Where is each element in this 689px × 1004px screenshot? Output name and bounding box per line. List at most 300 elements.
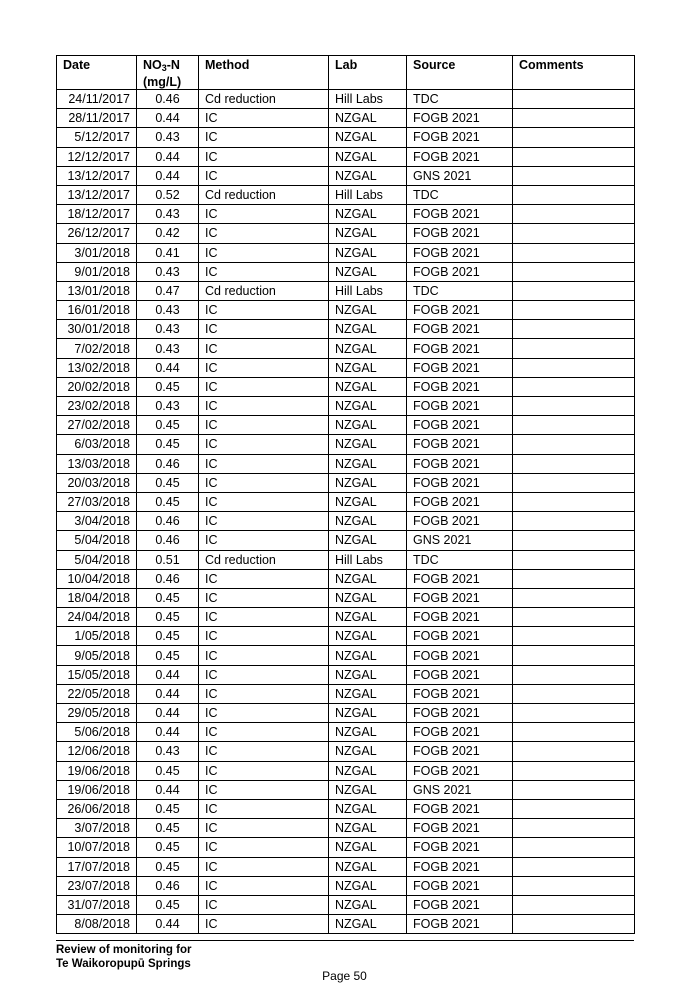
lab-cell: NZGAL	[329, 838, 407, 857]
no3n-cell: 0.45	[137, 799, 199, 818]
footer-report-title	[56, 943, 191, 971]
source-cell: FOGB 2021	[407, 109, 513, 128]
method-cell: IC	[199, 301, 329, 320]
table-row	[57, 224, 635, 243]
comments-cell	[513, 397, 635, 416]
no3n-cell: 0.45	[137, 761, 199, 780]
header-comments: Comments	[513, 56, 635, 90]
no3n-cell: 0.45	[137, 627, 199, 646]
table-row	[57, 742, 635, 761]
date-cell: 17/07/2018	[57, 857, 137, 876]
date-cell: 1/05/2018	[57, 627, 137, 646]
method-cell: IC	[199, 838, 329, 857]
comments-cell	[513, 819, 635, 838]
comments-cell	[513, 416, 635, 435]
table-row	[57, 435, 635, 454]
table-row	[57, 416, 635, 435]
comments-cell	[513, 838, 635, 857]
date-cell: 20/03/2018	[57, 473, 137, 492]
method-cell: IC	[199, 224, 329, 243]
comments-cell	[513, 761, 635, 780]
method-cell: IC	[199, 895, 329, 914]
table-row	[57, 281, 635, 300]
source-cell: FOGB 2021	[407, 320, 513, 339]
date-cell: 26/06/2018	[57, 799, 137, 818]
date-cell: 3/01/2018	[57, 243, 137, 262]
source-cell: FOGB 2021	[407, 512, 513, 531]
table-row	[57, 799, 635, 818]
table-row	[57, 243, 635, 262]
table-row	[57, 876, 635, 895]
method-cell: IC	[199, 128, 329, 147]
table-row	[57, 339, 635, 358]
header-no3n-subscript: 3	[161, 63, 167, 73]
no3n-cell: 0.43	[137, 205, 199, 224]
date-cell: 9/05/2018	[57, 646, 137, 665]
lab-cell: NZGAL	[329, 531, 407, 550]
source-cell: FOGB 2021	[407, 377, 513, 396]
no3n-cell: 0.45	[137, 895, 199, 914]
source-cell: GNS 2021	[407, 531, 513, 550]
no3n-cell: 0.52	[137, 185, 199, 204]
lab-cell: NZGAL	[329, 473, 407, 492]
no3n-cell: 0.46	[137, 531, 199, 550]
comments-cell	[513, 531, 635, 550]
method-cell: IC	[199, 857, 329, 876]
source-cell: FOGB 2021	[407, 895, 513, 914]
lab-cell: NZGAL	[329, 588, 407, 607]
date-cell: 23/02/2018	[57, 397, 137, 416]
no3n-cell: 0.45	[137, 646, 199, 665]
source-cell: FOGB 2021	[407, 742, 513, 761]
date-cell: 12/12/2017	[57, 147, 137, 166]
date-cell: 27/03/2018	[57, 492, 137, 511]
date-cell: 3/07/2018	[57, 819, 137, 838]
lab-cell: NZGAL	[329, 895, 407, 914]
source-cell: FOGB 2021	[407, 915, 513, 934]
comments-cell	[513, 512, 635, 531]
table-row	[57, 569, 635, 588]
table-row	[57, 492, 635, 511]
no3n-cell: 0.45	[137, 416, 199, 435]
no3n-cell: 0.45	[137, 838, 199, 857]
table-row	[57, 627, 635, 646]
no3n-cell: 0.45	[137, 588, 199, 607]
date-cell: 19/06/2018	[57, 761, 137, 780]
method-cell: Cd reduction	[199, 281, 329, 300]
table-row	[57, 915, 635, 934]
lab-cell: NZGAL	[329, 915, 407, 934]
lab-cell: NZGAL	[329, 627, 407, 646]
no3n-cell: 0.45	[137, 377, 199, 396]
method-cell: IC	[199, 339, 329, 358]
comments-cell	[513, 704, 635, 723]
date-cell: 13/12/2017	[57, 185, 137, 204]
date-cell: 24/04/2018	[57, 608, 137, 627]
comments-cell	[513, 723, 635, 742]
comments-cell	[513, 857, 635, 876]
table-row	[57, 320, 635, 339]
comments-cell	[513, 895, 635, 914]
date-cell: 27/02/2018	[57, 416, 137, 435]
method-cell: IC	[199, 320, 329, 339]
source-cell: FOGB 2021	[407, 454, 513, 473]
lab-cell: Hill Labs	[329, 281, 407, 300]
table-row	[57, 588, 635, 607]
source-cell: TDC	[407, 550, 513, 569]
date-cell: 5/06/2018	[57, 723, 137, 742]
method-cell: IC	[199, 723, 329, 742]
method-cell: IC	[199, 435, 329, 454]
table-row	[57, 780, 635, 799]
lab-cell: Hill Labs	[329, 90, 407, 109]
source-cell: GNS 2021	[407, 780, 513, 799]
table-row	[57, 723, 635, 742]
method-cell: IC	[199, 780, 329, 799]
source-cell: FOGB 2021	[407, 723, 513, 742]
source-cell: FOGB 2021	[407, 838, 513, 857]
lab-cell: NZGAL	[329, 665, 407, 684]
comments-cell	[513, 320, 635, 339]
source-cell: FOGB 2021	[407, 243, 513, 262]
no3n-cell: 0.44	[137, 166, 199, 185]
comments-cell	[513, 109, 635, 128]
source-cell: FOGB 2021	[407, 761, 513, 780]
source-cell: TDC	[407, 281, 513, 300]
footer-title-line-1: Review of monitoring for	[56, 944, 192, 956]
source-cell: FOGB 2021	[407, 339, 513, 358]
comments-cell	[513, 550, 635, 569]
no3n-cell: 0.46	[137, 569, 199, 588]
comments-cell	[513, 224, 635, 243]
lab-cell: NZGAL	[329, 857, 407, 876]
table-row	[57, 262, 635, 281]
lab-cell: NZGAL	[329, 761, 407, 780]
table-row	[57, 205, 635, 224]
nitrate-data-table	[56, 55, 635, 934]
comments-cell	[513, 185, 635, 204]
table-row	[57, 454, 635, 473]
lab-cell: NZGAL	[329, 358, 407, 377]
method-cell: Cd reduction	[199, 185, 329, 204]
source-cell: FOGB 2021	[407, 569, 513, 588]
date-cell: 13/12/2017	[57, 166, 137, 185]
lab-cell: Hill Labs	[329, 185, 407, 204]
method-cell: IC	[199, 608, 329, 627]
comments-cell	[513, 435, 635, 454]
date-cell: 30/01/2018	[57, 320, 137, 339]
table-row	[57, 166, 635, 185]
header-source: Source	[407, 56, 513, 90]
no3n-cell: 0.51	[137, 550, 199, 569]
table-row	[57, 684, 635, 703]
date-cell: 13/01/2018	[57, 281, 137, 300]
lab-cell: NZGAL	[329, 301, 407, 320]
comments-cell	[513, 627, 635, 646]
lab-cell: NZGAL	[329, 166, 407, 185]
comments-cell	[513, 799, 635, 818]
lab-cell: NZGAL	[329, 377, 407, 396]
comments-cell	[513, 665, 635, 684]
source-cell: FOGB 2021	[407, 435, 513, 454]
lab-cell: NZGAL	[329, 128, 407, 147]
lab-cell: NZGAL	[329, 492, 407, 511]
source-cell: FOGB 2021	[407, 397, 513, 416]
lab-cell: NZGAL	[329, 397, 407, 416]
date-cell: 10/04/2018	[57, 569, 137, 588]
lab-cell: NZGAL	[329, 147, 407, 166]
table-row	[57, 90, 635, 109]
no3n-cell: 0.44	[137, 684, 199, 703]
lab-cell: NZGAL	[329, 646, 407, 665]
comments-cell	[513, 684, 635, 703]
table-row	[57, 109, 635, 128]
header-date: Date	[57, 56, 137, 90]
method-cell: IC	[199, 397, 329, 416]
no3n-cell: 0.44	[137, 147, 199, 166]
no3n-cell: 0.42	[137, 224, 199, 243]
lab-cell: NZGAL	[329, 205, 407, 224]
comments-cell	[513, 147, 635, 166]
no3n-cell: 0.44	[137, 358, 199, 377]
date-cell: 18/04/2018	[57, 588, 137, 607]
lab-cell: NZGAL	[329, 819, 407, 838]
comments-cell	[513, 205, 635, 224]
source-cell: FOGB 2021	[407, 704, 513, 723]
date-cell: 16/01/2018	[57, 301, 137, 320]
table-row	[57, 301, 635, 320]
source-cell: FOGB 2021	[407, 799, 513, 818]
date-cell: 5/12/2017	[57, 128, 137, 147]
method-cell: IC	[199, 416, 329, 435]
lab-cell: NZGAL	[329, 723, 407, 742]
no3n-cell: 0.47	[137, 281, 199, 300]
date-cell: 23/07/2018	[57, 876, 137, 895]
source-cell: FOGB 2021	[407, 588, 513, 607]
comments-cell	[513, 358, 635, 377]
date-cell: 28/11/2017	[57, 109, 137, 128]
date-cell: 5/04/2018	[57, 550, 137, 569]
table-row	[57, 857, 635, 876]
comments-cell	[513, 876, 635, 895]
table-row	[57, 185, 635, 204]
table-row	[57, 358, 635, 377]
no3n-cell: 0.44	[137, 780, 199, 799]
lab-cell: NZGAL	[329, 339, 407, 358]
table-row	[57, 473, 635, 492]
method-cell: IC	[199, 358, 329, 377]
method-cell: IC	[199, 742, 329, 761]
date-cell: 3/04/2018	[57, 512, 137, 531]
table-row	[57, 608, 635, 627]
source-cell: FOGB 2021	[407, 627, 513, 646]
comments-cell	[513, 646, 635, 665]
lab-cell: Hill Labs	[329, 550, 407, 569]
source-cell: FOGB 2021	[407, 147, 513, 166]
date-cell: 12/06/2018	[57, 742, 137, 761]
header-no3n-suffix: -N	[166, 58, 180, 72]
lab-cell: NZGAL	[329, 224, 407, 243]
no3n-cell: 0.43	[137, 397, 199, 416]
comments-cell	[513, 742, 635, 761]
no3n-cell: 0.45	[137, 857, 199, 876]
date-cell: 10/07/2018	[57, 838, 137, 857]
no3n-cell: 0.43	[137, 128, 199, 147]
lab-cell: NZGAL	[329, 454, 407, 473]
lab-cell: NZGAL	[329, 320, 407, 339]
lab-cell: NZGAL	[329, 435, 407, 454]
source-cell: TDC	[407, 185, 513, 204]
method-cell: IC	[199, 377, 329, 396]
no3n-cell: 0.43	[137, 339, 199, 358]
comments-cell	[513, 454, 635, 473]
source-cell: FOGB 2021	[407, 473, 513, 492]
method-cell: IC	[199, 876, 329, 895]
header-no3n	[137, 56, 199, 90]
method-cell: IC	[199, 588, 329, 607]
no3n-cell: 0.46	[137, 454, 199, 473]
source-cell: FOGB 2021	[407, 684, 513, 703]
source-cell: FOGB 2021	[407, 205, 513, 224]
lab-cell: NZGAL	[329, 262, 407, 281]
no3n-cell: 0.43	[137, 742, 199, 761]
table-row	[57, 895, 635, 914]
lab-cell: NZGAL	[329, 243, 407, 262]
table-row	[57, 147, 635, 166]
date-cell: 29/05/2018	[57, 704, 137, 723]
source-cell: FOGB 2021	[407, 492, 513, 511]
no3n-cell: 0.45	[137, 819, 199, 838]
date-cell: 26/12/2017	[57, 224, 137, 243]
method-cell: IC	[199, 646, 329, 665]
date-cell: 31/07/2018	[57, 895, 137, 914]
source-cell: FOGB 2021	[407, 262, 513, 281]
method-cell: Cd reduction	[199, 550, 329, 569]
comments-cell	[513, 915, 635, 934]
date-cell: 5/04/2018	[57, 531, 137, 550]
lab-cell: NZGAL	[329, 742, 407, 761]
no3n-cell: 0.45	[137, 473, 199, 492]
comments-cell	[513, 588, 635, 607]
comments-cell	[513, 166, 635, 185]
comments-cell	[513, 473, 635, 492]
no3n-cell: 0.45	[137, 608, 199, 627]
table-row	[57, 397, 635, 416]
method-cell: IC	[199, 684, 329, 703]
method-cell: IC	[199, 205, 329, 224]
header-method: Method	[199, 56, 329, 90]
date-cell: 24/11/2017	[57, 90, 137, 109]
method-cell: IC	[199, 704, 329, 723]
lab-cell: NZGAL	[329, 569, 407, 588]
source-cell: GNS 2021	[407, 166, 513, 185]
comments-cell	[513, 780, 635, 799]
date-cell: 19/06/2018	[57, 780, 137, 799]
source-cell: FOGB 2021	[407, 358, 513, 377]
lab-cell: NZGAL	[329, 704, 407, 723]
header-no3n-main: NO	[143, 58, 162, 72]
method-cell: IC	[199, 531, 329, 550]
method-cell: IC	[199, 473, 329, 492]
no3n-cell: 0.43	[137, 262, 199, 281]
no3n-cell: 0.46	[137, 90, 199, 109]
comments-cell	[513, 339, 635, 358]
method-cell: IC	[199, 492, 329, 511]
table-row	[57, 665, 635, 684]
source-cell: FOGB 2021	[407, 608, 513, 627]
footer-divider	[56, 940, 634, 941]
table-header-row	[57, 56, 635, 90]
table-row	[57, 819, 635, 838]
table-row	[57, 646, 635, 665]
method-cell: IC	[199, 166, 329, 185]
date-cell: 15/05/2018	[57, 665, 137, 684]
table-body	[57, 90, 635, 934]
page-number: Page 50	[322, 969, 367, 983]
footer-title-line-2: Te Waikoropupū Springs	[56, 958, 191, 970]
date-cell: 20/02/2018	[57, 377, 137, 396]
date-cell: 7/02/2018	[57, 339, 137, 358]
source-cell: FOGB 2021	[407, 646, 513, 665]
no3n-cell: 0.44	[137, 704, 199, 723]
comments-cell	[513, 90, 635, 109]
method-cell: IC	[199, 262, 329, 281]
comments-cell	[513, 128, 635, 147]
source-cell: FOGB 2021	[407, 128, 513, 147]
date-cell: 9/01/2018	[57, 262, 137, 281]
no3n-cell: 0.46	[137, 512, 199, 531]
lab-cell: NZGAL	[329, 684, 407, 703]
no3n-cell: 0.45	[137, 492, 199, 511]
source-cell: FOGB 2021	[407, 819, 513, 838]
lab-cell: NZGAL	[329, 876, 407, 895]
method-cell: IC	[199, 243, 329, 262]
method-cell: IC	[199, 512, 329, 531]
no3n-cell: 0.44	[137, 109, 199, 128]
date-cell: 18/12/2017	[57, 205, 137, 224]
method-cell: Cd reduction	[199, 90, 329, 109]
lab-cell: NZGAL	[329, 512, 407, 531]
method-cell: IC	[199, 627, 329, 646]
source-cell: FOGB 2021	[407, 665, 513, 684]
method-cell: IC	[199, 147, 329, 166]
date-cell: 13/03/2018	[57, 454, 137, 473]
comments-cell	[513, 569, 635, 588]
source-cell: FOGB 2021	[407, 857, 513, 876]
table-row	[57, 512, 635, 531]
source-cell: FOGB 2021	[407, 224, 513, 243]
table-row	[57, 128, 635, 147]
table-row	[57, 761, 635, 780]
table-row	[57, 838, 635, 857]
comments-cell	[513, 243, 635, 262]
lab-cell: NZGAL	[329, 416, 407, 435]
table-row	[57, 704, 635, 723]
header-lab: Lab	[329, 56, 407, 90]
method-cell: IC	[199, 761, 329, 780]
comments-cell	[513, 301, 635, 320]
method-cell: IC	[199, 819, 329, 838]
table-row	[57, 531, 635, 550]
no3n-cell: 0.44	[137, 665, 199, 684]
no3n-cell: 0.46	[137, 876, 199, 895]
comments-cell	[513, 608, 635, 627]
header-no3n-unit: (mg/L)	[143, 75, 182, 89]
no3n-cell: 0.43	[137, 301, 199, 320]
method-cell: IC	[199, 665, 329, 684]
source-cell: FOGB 2021	[407, 416, 513, 435]
method-cell: IC	[199, 915, 329, 934]
